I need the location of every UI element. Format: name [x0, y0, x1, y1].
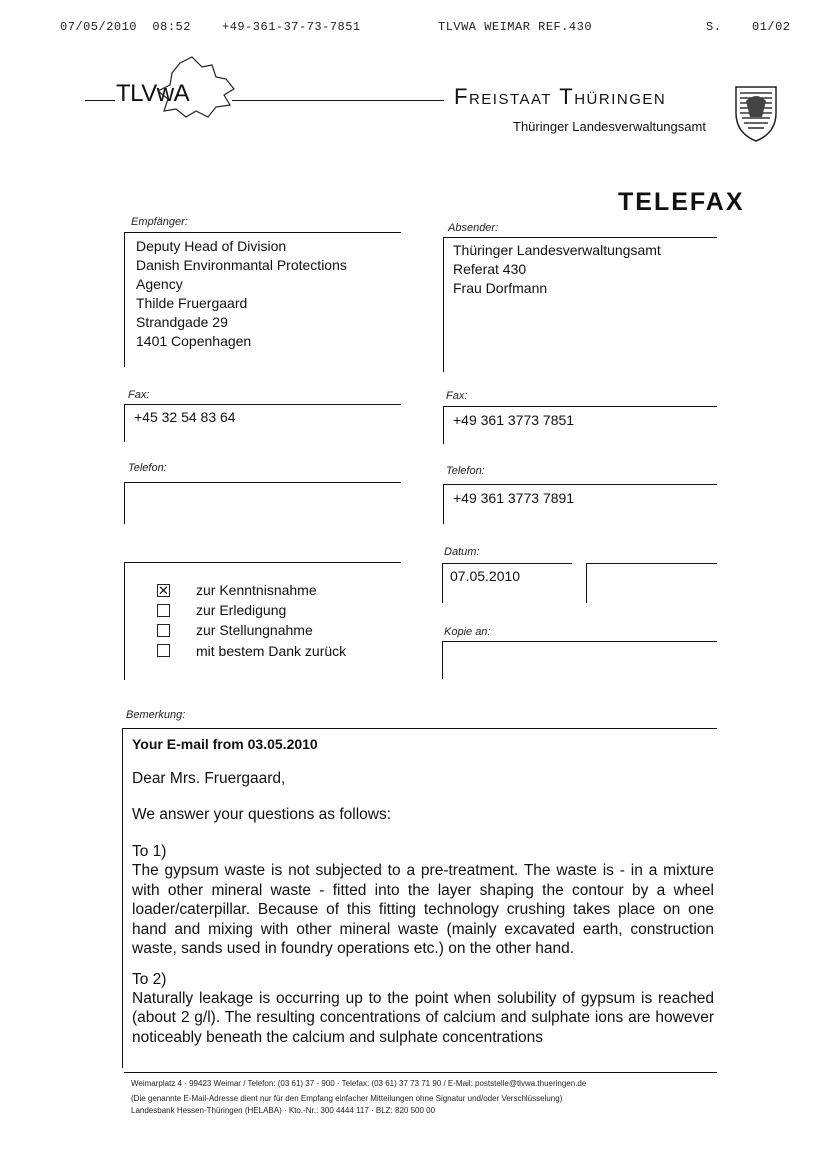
checkbox-zurueck[interactable] [157, 644, 170, 657]
sender-line: Frau Dorfmann [453, 280, 548, 296]
answer-2-heading: To 2) [132, 970, 167, 988]
letterhead-title: Freistaat Thüringen [454, 84, 667, 109]
sender-left-rule [443, 237, 444, 372]
letterhead-rule-center [232, 100, 444, 101]
sender-fax-label: Fax: [446, 390, 468, 402]
footer-bank: Landesbank Hessen-Thüringen (HELABA) · Kto.-Nr.: 300 4444 117 · BLZ: 820 500 00 [131, 1106, 436, 1115]
checkbox-stellungnahme[interactable] [157, 624, 170, 637]
recipient-line: Agency [136, 276, 183, 292]
date-value: 07.05.2010 [450, 568, 521, 584]
recipient-left-rule [124, 232, 125, 367]
fax-page: 01/02 [752, 20, 791, 34]
coat-of-arms-icon [732, 83, 780, 143]
checkbox-left-rule [124, 562, 125, 680]
recipient-phone-rule [124, 482, 401, 483]
recipient-fax-value: +45 32 54 83 64 [134, 409, 236, 425]
sender-fax-value: +49 361 3773 7851 [453, 412, 575, 428]
sender-address [453, 241, 661, 298]
fax-datetime: 07/05/2010 08:52 [60, 20, 191, 34]
remarks-label: Bemerkung: [126, 709, 186, 721]
telefax-title: TELEFAX [618, 188, 745, 216]
checkbox-top-rule [124, 562, 401, 563]
recipient-label: Empfänger: [131, 216, 188, 228]
checkbox-erledigung[interactable] [157, 604, 170, 617]
letterhead-subtitle: Thüringer Landesverwaltungsamt [513, 119, 706, 134]
recipient-line: Deputy Head of Division [136, 238, 287, 254]
footer-address: Weimarplatz 4 · 99423 Weimar / Telefon: (03 61) 37 - 900 · Telefax: (03 61) 37 73 71 90 / E-Mail: poststelle@tlvwa.thueringen.de [131, 1079, 587, 1088]
recipient-line: Strandgade 29 [136, 314, 228, 330]
remarks-subject: Your E-mail from 03.05.2010 [132, 736, 318, 752]
answer-1-text: The gypsum waste is not subjected to a pre-treatment. The waste is - in a mixture with other mineral waste - fitted into the layer shaping the contour by a wheel loader/caterpillar. Because of this fitting technology crushing takes place on one hand and mixing with other mineral waste (mainly excavated earth, construction waste, sands used in foundry operations etc.) on the other hand. [132, 862, 714, 957]
checkbox-label: mit bestem Dank zurück [196, 643, 347, 659]
remarks-salutation: Dear Mrs. Fruergaard, [132, 770, 286, 787]
copy-left [442, 641, 443, 679]
date-rule-2 [586, 563, 717, 564]
sender-line: Thüringer Landesverwaltungsamt [453, 242, 661, 258]
recipient-fax-label: Fax: [128, 389, 150, 401]
recipient-line: Danish Environmantal Protections [136, 257, 347, 273]
tlvwa-logo: TLVwA [116, 80, 190, 107]
checkbox-label: zur Kenntnisnahme [196, 582, 317, 598]
fax-page-label: S. [706, 20, 722, 34]
remarks-left-rule [122, 728, 123, 1068]
recipient-line: Thilde Fruergaard [136, 295, 248, 311]
footer-note: (Die genannte E-Mail-Adresse dient nur für den Empfang einfacher Mitteilungen ohne Signatur und/oder Verschlüsselung) [131, 1094, 563, 1103]
date-label: Datum: [444, 546, 480, 558]
fax-ref: TLVWA WEIMAR REF.430 [438, 20, 593, 34]
recipient-fax-left [124, 404, 125, 442]
footer-rule [124, 1072, 717, 1073]
checkbox-label: zur Erledigung [196, 602, 287, 618]
date-rule [442, 563, 572, 564]
recipient-top-rule [124, 232, 401, 233]
copy-rule [442, 641, 717, 642]
copy-label: Kopie an: [444, 626, 491, 638]
sender-label: Absender: [448, 222, 499, 234]
sender-phone-rule [443, 484, 717, 485]
sender-top-rule [443, 237, 717, 238]
footer [131, 1078, 721, 1117]
checkbox-kenntnisnahme[interactable]: ✕ [158, 583, 169, 598]
recipient-address [136, 237, 347, 351]
sender-fax-rule [443, 406, 717, 407]
recipient-phone-label: Telefon: [128, 462, 167, 474]
sender-phone-label: Telefon: [446, 465, 485, 477]
remarks-top-rule [122, 728, 717, 729]
date-left-2 [586, 563, 587, 603]
sender-fax-left [443, 406, 444, 444]
remarks-intro: We answer your questions as follows: [132, 806, 392, 823]
answer-2-text: Naturally leakage is occurring up to the point when solubility of gypsum is reached (about 2 g/l). The resulting concentrations of calcium and sulphate ions are however noticeably beneath the calcium and sulphate concentrations [132, 989, 714, 1046]
checkbox-label: zur Stellungnahme [196, 622, 313, 638]
letterhead-rule-left [85, 100, 115, 101]
recipient-line: 1401 Copenhagen [136, 333, 252, 349]
fax-phone: +49-361-37-73-7851 [222, 20, 361, 34]
thuringia-map-icon [150, 55, 240, 121]
date-left [442, 563, 443, 603]
answer-1-heading: To 1) [132, 843, 167, 860]
sender-phone-value: +49 361 3773 7891 [453, 490, 575, 506]
sender-phone-left [443, 484, 444, 524]
recipient-fax-rule [124, 404, 401, 405]
recipient-phone-left [124, 482, 125, 524]
remarks-body [132, 736, 714, 1047]
sender-line: Referat 430 [453, 261, 527, 277]
